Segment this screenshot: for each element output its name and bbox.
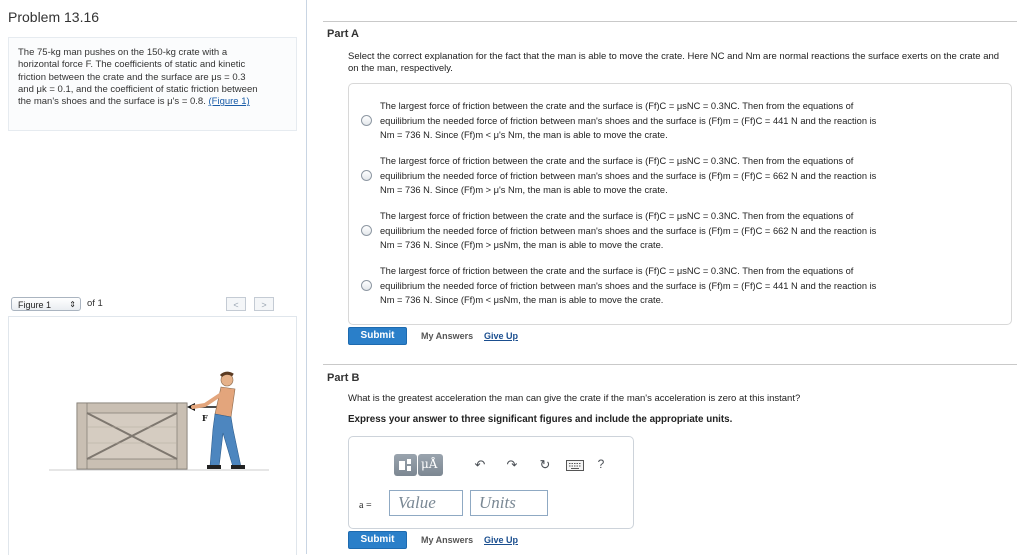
option-line: equilibrium the needed force of friction between man's shoes and the surface is (Ff)m = (Ff)C = 441 N and the reaction is: [380, 280, 877, 291]
option-4[interactable]: [349, 260, 1011, 308]
part-b-instruction: Express your answer to three significant figures and include the appropriate units.: [348, 414, 733, 425]
units-input[interactable]: Units: [470, 490, 548, 516]
templates-button[interactable]: [394, 454, 417, 476]
select-arrows-icon: ⇕: [69, 300, 76, 309]
option-line: The largest force of friction between the crate and the surface is (Ff)C = μsNC = 0.3NC. Then from the equations of: [380, 156, 854, 166]
option-2[interactable]: [349, 150, 1011, 198]
problem-panel: [0, 0, 307, 554]
figure-count: of 1: [87, 298, 103, 309]
questions-panel: [307, 0, 1024, 554]
crate: [77, 403, 187, 469]
part-b-my-answers-link[interactable]: My Answers: [421, 535, 474, 545]
units-button-label: μÅ: [421, 457, 438, 471]
option-text: [380, 154, 995, 198]
option-text: [380, 264, 995, 308]
math-toolbar: [394, 454, 605, 476]
problem-statement-box: [8, 37, 297, 131]
figure-select-value: Figure 1: [18, 300, 52, 310]
option-line: Nm = 736 N. Since (Ff)m < μ's Nm, the man is able to move the crate.: [380, 130, 668, 141]
answer-variable-label: a =: [359, 500, 372, 511]
problem-last-text: the man's shoes and the surface is μ's = 0.8.: [18, 96, 206, 108]
redo-icon[interactable]: ↷: [506, 457, 518, 472]
option-line: equilibrium the needed force of friction between man's shoes and the surface is (Ff)m = (Ff)C = 662 N and the reaction is: [380, 170, 877, 181]
option-line: The largest force of friction between the crate and the surface is (Ff)C = μsNC = 0.3NC. Then from the equations of: [380, 211, 854, 221]
option-text: [380, 209, 995, 253]
option-radio[interactable]: [361, 225, 372, 236]
option-radio[interactable]: [361, 170, 372, 181]
option-line: The largest force of friction between the crate and the surface is (Ff)C = μsNC = 0.3NC. Then from the equations of: [380, 266, 854, 276]
figure-panel: [8, 316, 297, 555]
help-icon[interactable]: ?: [597, 457, 605, 471]
part-a-my-answers-link[interactable]: My Answers: [421, 331, 474, 341]
problem-line: The 75-kg man pushes on the 150-kg crate with a: [18, 47, 228, 58]
problem-line: [18, 96, 290, 108]
problem-line: horizontal force F. The coefficients of static and kinetic: [18, 59, 246, 71]
part-a-prompt: Select the correct explanation for the fact that the man is able to move the crate. Here NC and Nm are normal reactions the surface exerts on the crate and on the man, respectively.: [348, 51, 1000, 74]
part-b-give-up-link[interactable]: Give Up: [484, 535, 519, 545]
figure-navigation: [8, 297, 295, 315]
problem-statement: [18, 47, 290, 108]
part-b-submit-button[interactable]: Submit: [348, 531, 407, 549]
keyboard-icon[interactable]: [566, 460, 584, 471]
part-a-divider: [323, 21, 1017, 22]
problem-title: Problem 13.16: [8, 9, 100, 25]
figure-select[interactable]: [11, 297, 81, 311]
option-line: Nm = 736 N. Since (Ff)m < μsNm, the man is able to move the crate.: [380, 295, 664, 306]
figure-illustration: [9, 317, 296, 555]
option-radio[interactable]: [361, 115, 372, 126]
man: [193, 373, 245, 469]
prev-figure-button[interactable]: <: [226, 297, 246, 311]
undo-icon[interactable]: ↶: [474, 457, 486, 472]
option-line: equilibrium the needed force of friction between man's shoes and the surface is (Ff)m = (Ff)C = 441 N and the reaction is: [380, 115, 877, 126]
problem-line: friction between the crate and the surface are μs = 0.3: [18, 71, 246, 83]
answer-options: [348, 83, 1012, 325]
option-radio[interactable]: [361, 280, 372, 291]
answer-editor: [348, 436, 634, 529]
option-line: The largest force of friction between the crate and the surface is (Ff)C = μsNC = 0.3NC. Then from the equations of: [380, 101, 854, 111]
part-a-give-up-link[interactable]: Give Up: [484, 331, 519, 341]
figure-link[interactable]: (Figure 1): [208, 96, 250, 108]
value-input[interactable]: Value: [389, 490, 463, 516]
part-a-submit-button[interactable]: Submit: [348, 327, 407, 345]
part-b-divider: [323, 364, 1017, 365]
part-a-header: Part A: [327, 28, 359, 40]
option-1[interactable]: [349, 95, 1011, 143]
units-button[interactable]: [418, 454, 443, 476]
problem-line: and μk = 0.1, and the coefficient of static friction between: [18, 83, 258, 95]
option-3[interactable]: [349, 205, 1011, 253]
part-b-question: What is the greatest acceleration the man can give the crate if the man's acceleration is zero at this instant?: [348, 393, 801, 404]
force-label: F: [202, 413, 208, 423]
reset-icon[interactable]: ↻: [539, 457, 551, 472]
option-line: Nm = 736 N. Since (Ff)m > μsNm, the man is able to move the crate.: [380, 240, 664, 251]
part-b-header: Part B: [327, 372, 360, 384]
templates-icon: [394, 454, 417, 476]
option-line: Nm = 736 N. Since (Ff)m > μ's Nm, the man is able to move the crate.: [380, 185, 668, 196]
option-line: equilibrium the needed force of friction between man's shoes and the surface is (Ff)m = (Ff)C = 662 N and the reaction is: [380, 225, 877, 236]
next-figure-button[interactable]: >: [254, 297, 274, 311]
option-text: [380, 99, 995, 143]
